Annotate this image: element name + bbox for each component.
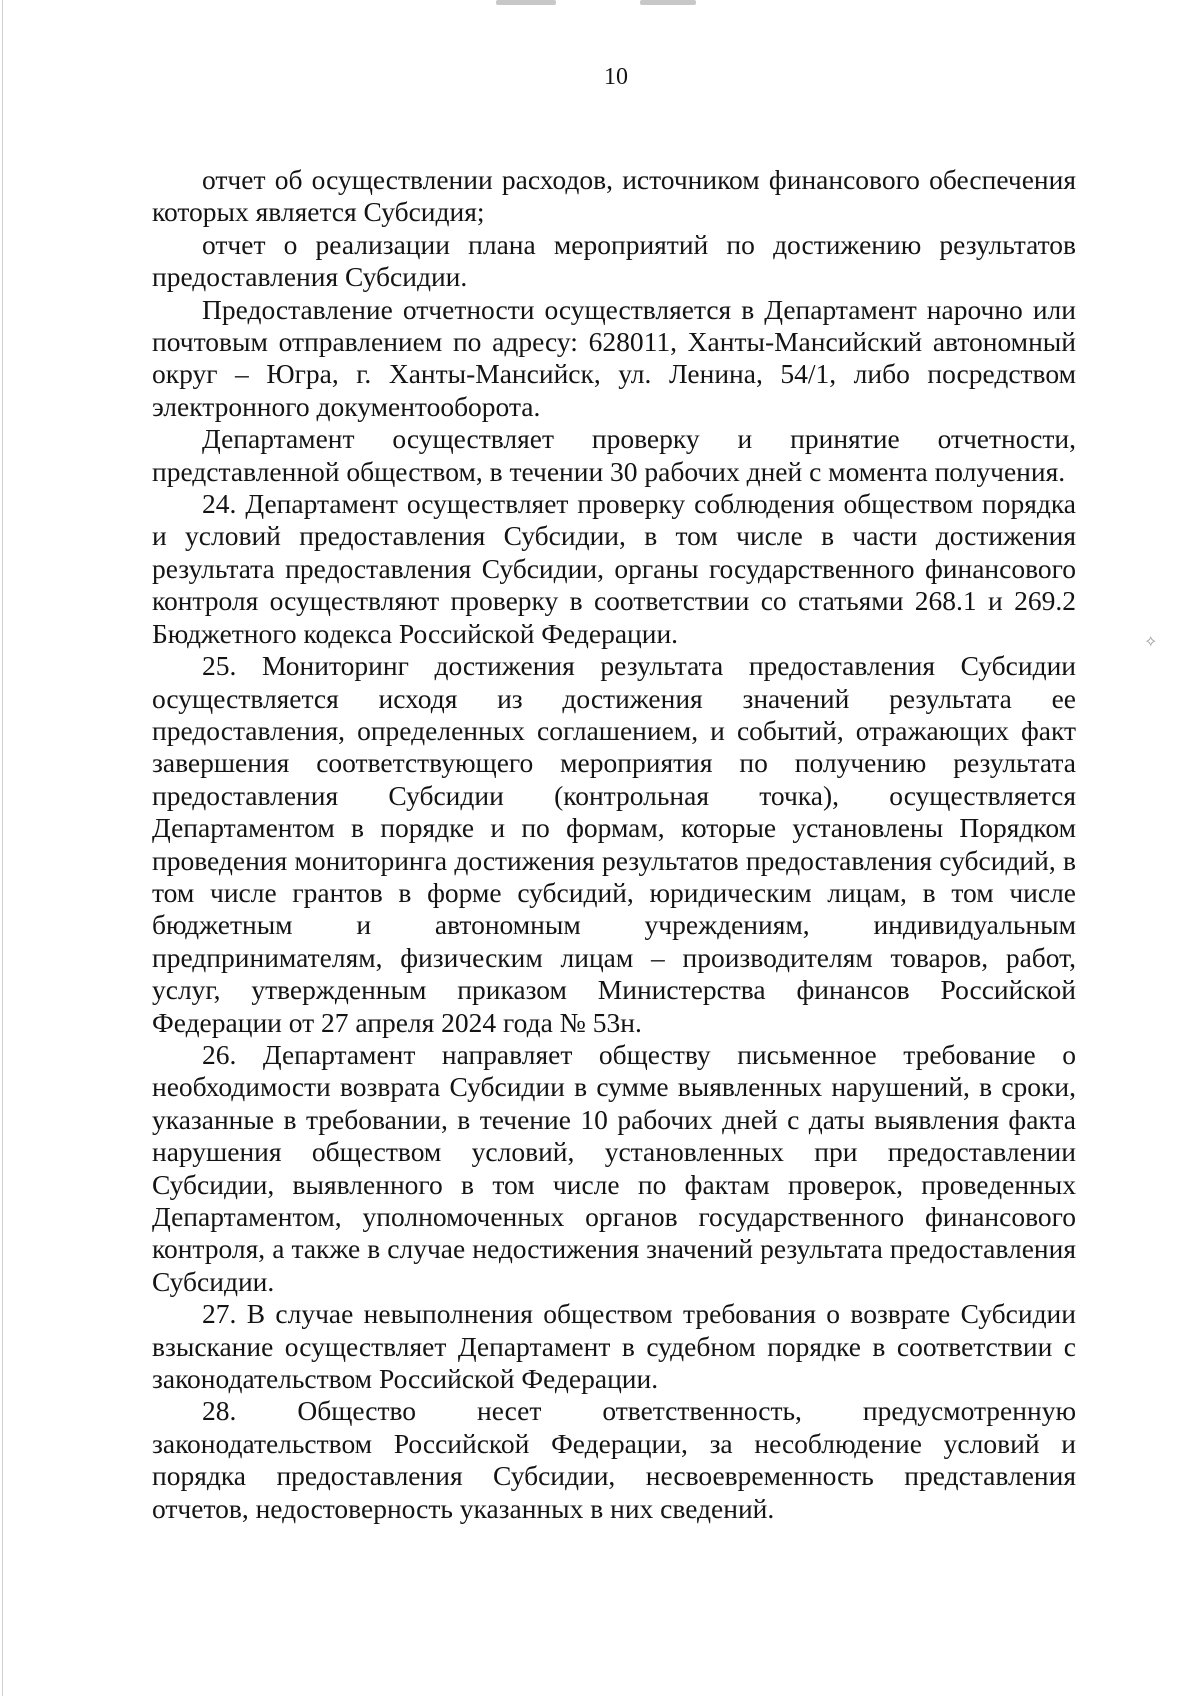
scan-smudge-right — [640, 0, 696, 5]
paragraph-report-delivery: Предоставление отчетности осуществляется в Департамент нарочно или почтовым отправлением по адресу: 628011, Ханты-Мансийский автономный округ – Югра, г. Ханты-Мансийск, ул. Ленина, 54/1, либо посредством электронного документооборота. — [152, 293, 1076, 422]
paragraph-report-expenses: отчет об осуществлении расходов, источником финансового обеспечения которых является Субсидия; — [152, 164, 1076, 228]
scan-edge-line — [2, 0, 3, 1696]
document-body — [152, 164, 1076, 1525]
scan-smudge-left — [496, 0, 556, 5]
page-number: 10 — [604, 64, 628, 90]
paragraph-report-plan: отчет о реализации плана мероприятий по достижению результатов предоставления Субсидии. — [152, 228, 1076, 293]
paragraph-clause-24: 24. Департамент осуществляет проверку соблюдения обществом порядка и условий предоставления Субсидии, в том числе в части достижения результата предоставления Субсидии, органы государственного финансового контроля осуществляют проверку в соответствии со статьями 268.1 и 269.2 Бюджетного кодекса Российской Федерации. — [152, 488, 1076, 649]
paragraph-report-verification: Департамент осуществляет проверку и принятие отчетности, представленной обществом, в течении 30 рабочих дней с момента получения. — [152, 423, 1076, 487]
paragraph-clause-26: 26. Департамент направляет обществу письменное требование о необходимости возврата Субсидии в сумме выявленных нарушений, в сроки, указанные в требовании, в течение 10 рабочих дней с даты выявления факта нарушения обществом условий, установленных при предоставлении Субсидии, выявленного в том числе по фактам проверок, проведенных Департаментом, уполномоченных органов государственного финансового контроля, а также в случае недостижения значений результата предоставления Субсидии. — [152, 1038, 1076, 1297]
paragraph-clause-27: 27. В случае невыполнения обществом требования о возврате Субсидии взыскание осуществляет Департамент в судебном порядке в соответствии с законодательством Российской Федерации. — [152, 1298, 1076, 1395]
paragraph-clause-25: 25. Мониторинг достижения результата предоставления Субсидии осуществляется исходя из достижения значений результата ее предоставления, определенных соглашением, и событий, отражающих факт завершения соответствующего мероприятия по получению результата предоставления Субсидии (контрольная точка), осуществляется Департаментом в порядке и по формам, которые установлены Порядком проведения мониторинга достижения результатов предоставления субсидий, в том числе грантов в форме субсидий, юридическим лицам, в том числе бюджетным и автономным учреждениям, индивидуальным предпринимателям, физическим лицам – производителям товаров, работ, услуг, утвержденным приказом Министерства финансов Российской Федерации от 27 апреля 2024 года № 53н. — [152, 650, 1076, 1038]
margin-scan-mark: ✧ — [1144, 634, 1158, 651]
paragraph-clause-28: 28. Общество несет ответственность, предусмотренную законодательством Российской Федерации, за несоблюдение условий и порядка предоставления Субсидии, несвоевременность представления отчетов, недостоверность указанных в них сведений. — [152, 1395, 1076, 1524]
